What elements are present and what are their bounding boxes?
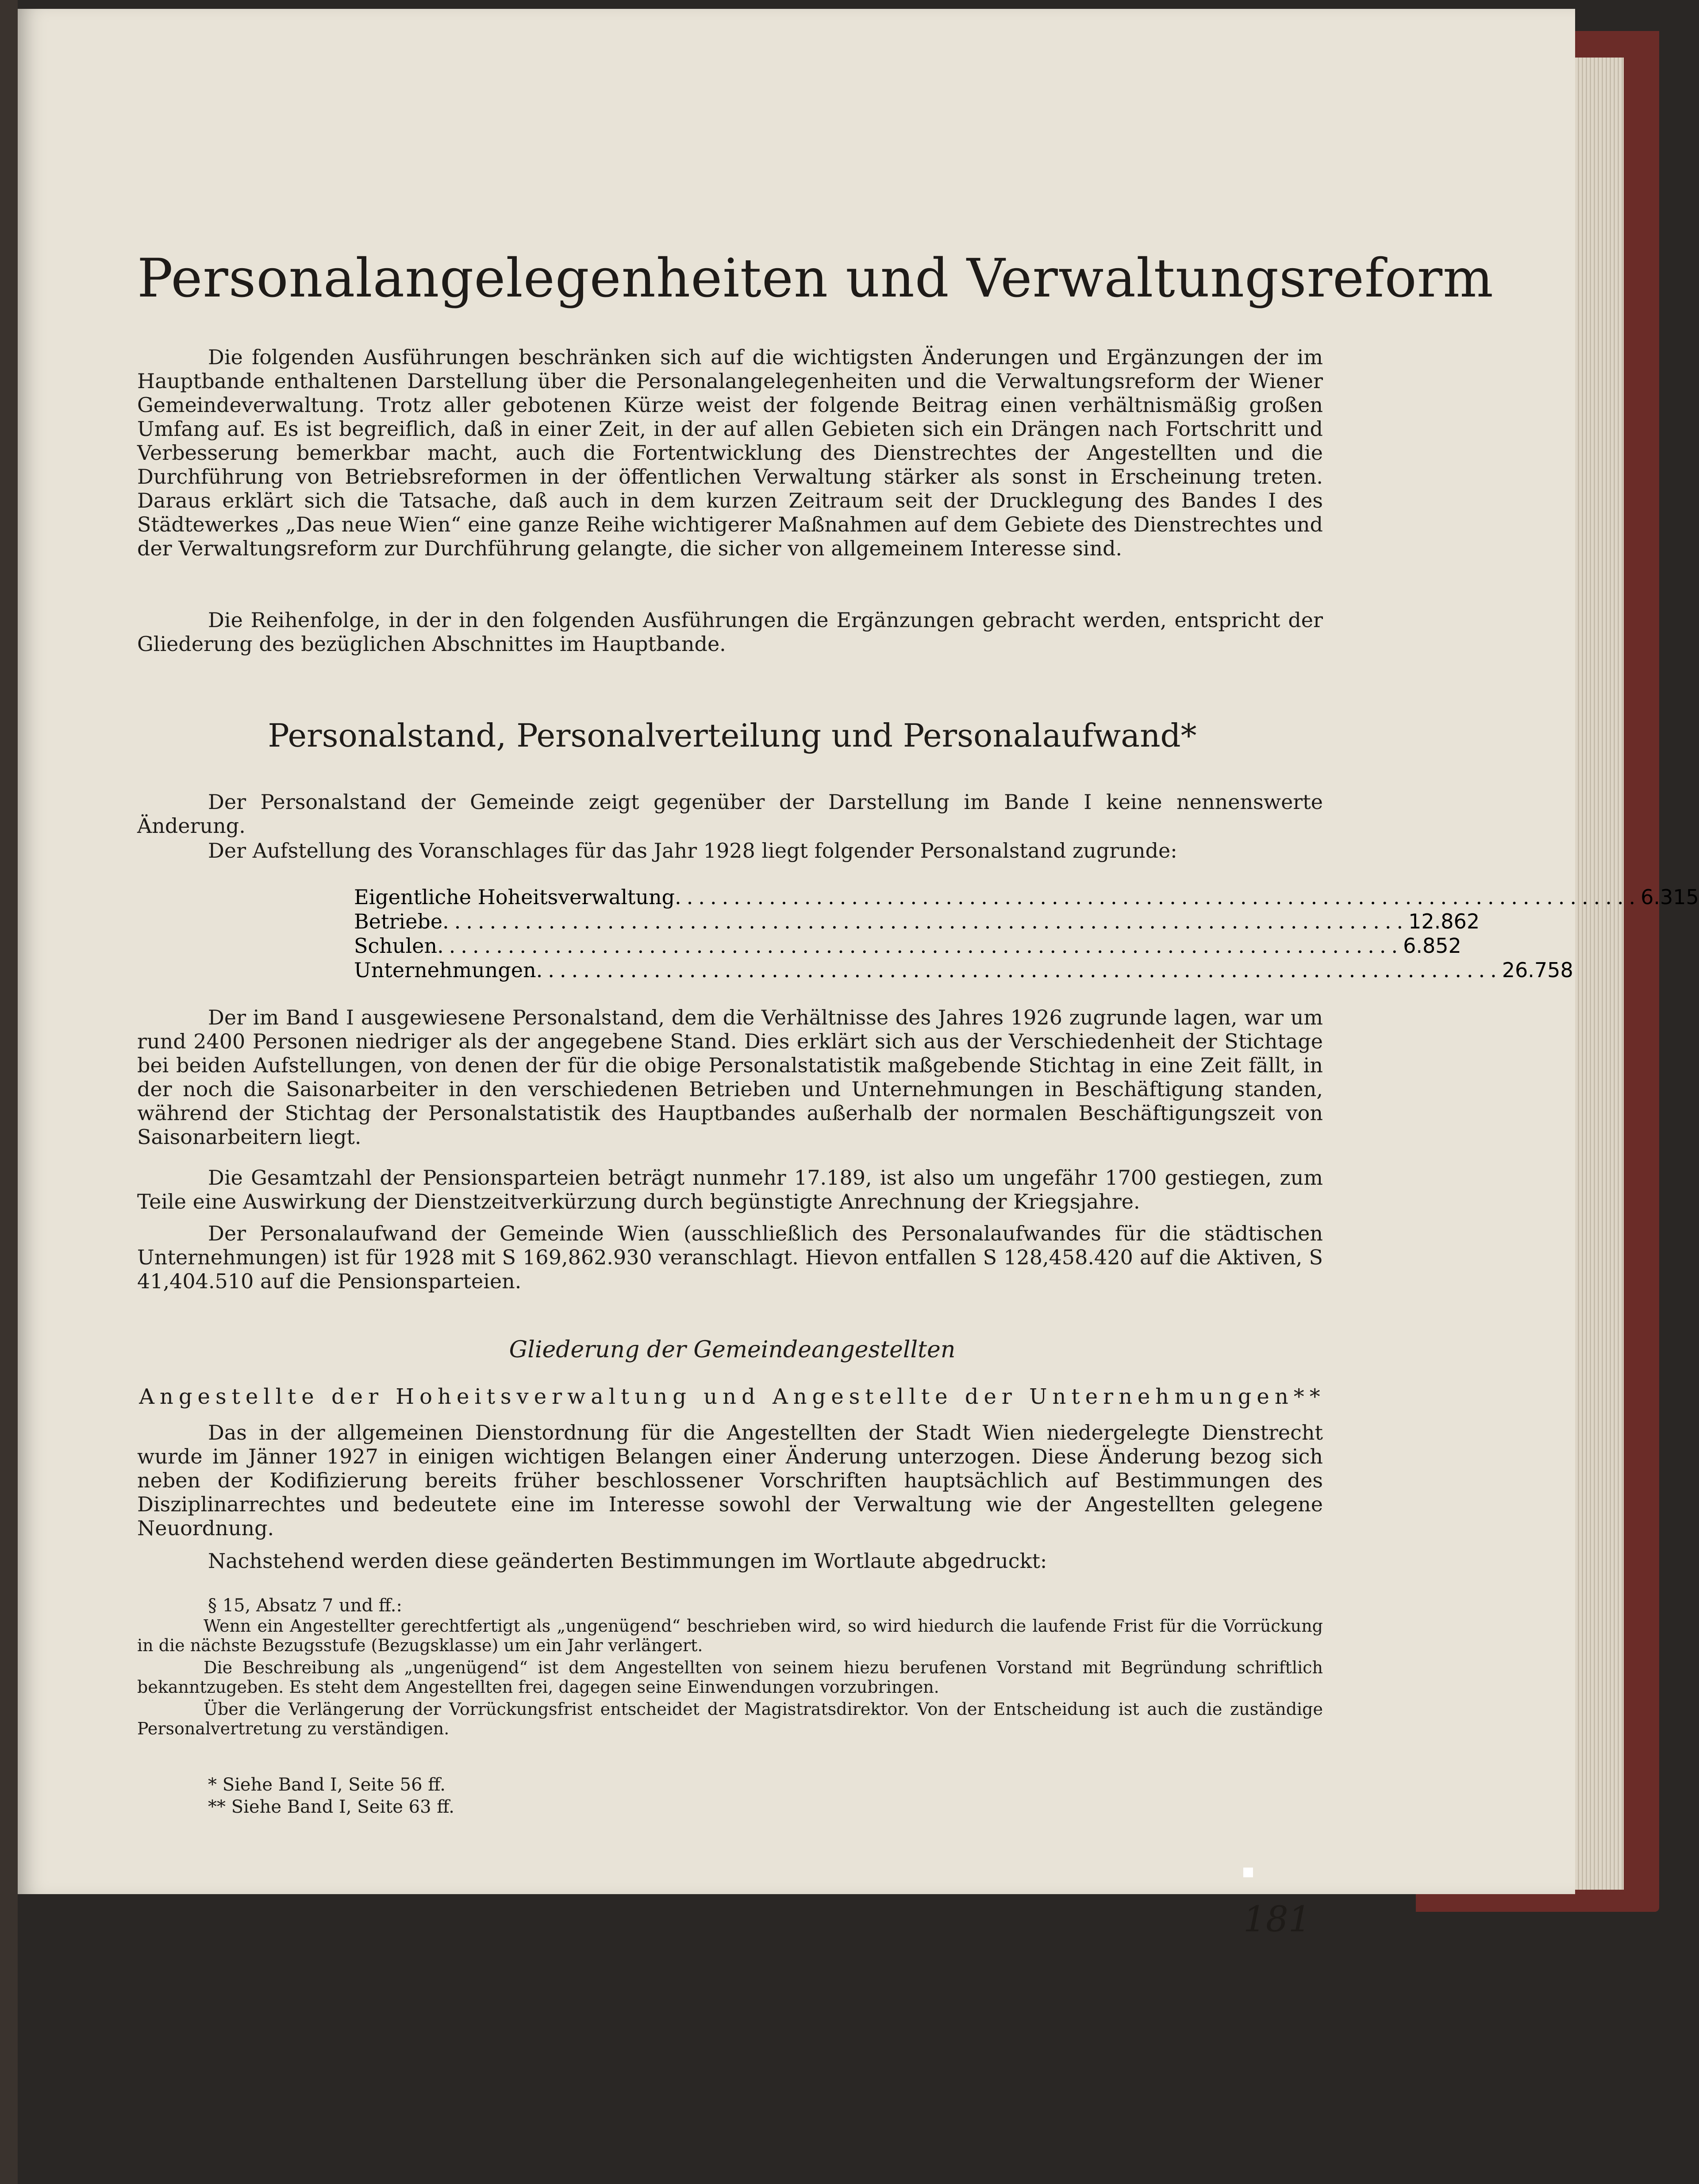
personalstand-paragraph-5: Der Personalaufwand der Gemeinde Wien (ausschließlich des Personalaufwandes für die städtischen Unternehmungen) ist für 1928 mit S 169,862.930 veranschlagt. Hievon entfallen S 128,458.420 auf die Aktiven, S 41,404.510 auf die Pensionsparteien.: [137, 1221, 1323, 1293]
book-binding-left: [0, 0, 18, 2184]
staff-count: 26.758: [1502, 958, 1573, 982]
staff-table: [354, 885, 1699, 982]
table-row: [354, 909, 1480, 934]
personalstand-paragraph-1: Der Personalstand der Gemeinde zeigt gegenüber der Darstellung im Bande I keine nennenswerte Änderung.: [137, 790, 1323, 838]
book-page: [18, 9, 1699, 1940]
staff-category: Unternehmungen: [354, 958, 536, 982]
page-title: Personalangelegenheiten und Verwaltungsreform: [137, 248, 1494, 309]
table-row: [354, 934, 1461, 958]
staff-category: Betriebe: [354, 909, 443, 933]
leader-dots: ..................................................................................: [442, 909, 1409, 933]
staff-category: Schulen: [354, 934, 438, 958]
page-number: 181: [1243, 1899, 1311, 1940]
dienstrecht-paragraph-2: Nachstehend werden diese geänderten Bestimmungen im Wortlaute abgedruckt:: [208, 1549, 1047, 1573]
staff-count: 6.315: [1641, 885, 1699, 909]
spaced-heading-angestellte: Angestellte der Hoheitsverwaltung und Angestellte der Unternehmungen**: [139, 1384, 1326, 1409]
staff-count: 6.852: [1403, 934, 1461, 958]
paragraph-reference: § 15, Absatz 7 und ff.:: [208, 1595, 402, 1616]
page-edges: [1575, 58, 1624, 1890]
footnote-2: ** Siehe Band I, Seite 63 ff.: [208, 1797, 454, 1817]
subheading-gliederung: Gliederung der Gemeindeangestellten: [509, 1337, 956, 1363]
leader-dots: ..................................................................................: [536, 958, 1502, 982]
section-heading-personalstand: Personalstand, Personalverteilung und Personalaufwand*: [268, 717, 1197, 754]
leader-dots: ..................................................................................: [675, 885, 1641, 909]
intro-paragraph-2: Die Reihenfolge, in der in den folgenden Ausführungen die Ergänzungen gebracht werden, entspricht der Gliederung des bezüglichen Abschnittes im Hauptbande.: [137, 608, 1323, 656]
regulation-text-1: Wenn ein Angestellter gerechtfertigt als „ungenügend“ beschrieben wird, so wird hiedurch die laufende Frist für die Vorrückung in die nächste Bezugsstufe (Bezugsklasse) um ein Jahr verlängert.: [137, 1616, 1323, 1655]
regulation-text-3: Über die Verlängerung der Vorrückungsfrist entscheidet der Magistratsdirektor. Von der Entscheidung ist auch die zuständige Personalvertretung zu verständigen.: [137, 1699, 1323, 1738]
staff-category: Eigentliche Hoheitsverwaltung: [354, 885, 675, 909]
staff-count: 12.862: [1408, 909, 1480, 933]
table-row: [354, 958, 1573, 982]
scan-marker: [1243, 1868, 1253, 1877]
leader-dots: ..................................................................................: [437, 934, 1403, 958]
dienstrecht-paragraph-1: Das in der allgemeinen Dienstordnung für die Angestellten der Stadt Wien niedergelegte Dienstrecht wurde im Jänner 1927 in einigen wichtigen Belangen einer Änderung unterzogen. Diese Änderung bezog sich neben der Kodifizierung bereits früher beschlossener Vorschriften hauptsächlich auf Bestimmungen des Disziplinarrechtes und bedeutete eine im Interesse sowohl der Verwaltung wie der Angestellten gelegene Neuordnung.: [137, 1421, 1323, 1540]
intro-paragraph-1: Die folgenden Ausführungen beschränken sich auf die wichtigsten Änderungen und Ergänzungen der im Hauptbande enthaltenen Darstellung über die Personalangelegenheiten und die Verwaltungsreform der Wiener Gemeindeverwaltung. Trotz aller gebotenen Kürze weist der folgende Beitrag einen verhältnismäßig großen Umfang auf. Es ist begreiflich, daß in einer Zeit, in der auf allen Gebieten sich ein Drängen nach Fortschritt und Verbesserung bemerkbar macht, auch die Fortentwicklung des Dienstrechtes der Angestellten und die Durchführung von Betriebsreformen in der öffentlichen Verwaltung stärker als sonst in Erscheinung treten. Daraus erklärt sich die Tatsache, daß auch in dem kurzen Zeitraum seit der Drucklegung des Bandes I des Städtewerkes „Das neue Wien“ eine ganze Reihe wichtigerer Maßnahmen auf dem Gebiete des Dienstrechtes und der Verwaltungsreform zur Durchführung gelangte, die sicher von allgemeinem Interesse sind.: [137, 345, 1323, 560]
table-row: [354, 885, 1699, 909]
personalstand-paragraph-4: Die Gesamtzahl der Pensionsparteien beträgt nunmehr 17.189, ist also um ungefähr 1700 gestiegen, zum Teile eine Auswirkung der Dienstzeitverkürzung durch begünstigte Anrechnung der Kriegsjahre.: [137, 1166, 1323, 1213]
personalstand-paragraph-3: Der im Band I ausgewiesene Personalstand, dem die Verhältnisse des Jahres 1926 zugrunde lagen, war um rund 2400 Personen niedriger als der angegebene Stand. Dies erklärt sich aus der Verschiedenheit der Stichtage bei beiden Aufstellungen, von denen der für die obige Personalstatistik maßgebende Stichtag in eine Zeit fällt, in der noch die Saisonarbeiter in den verschiedenen Betrieben und Unternehmungen in Beschäftigung standen, während der Stichtag der Personalstatistik des Hauptbandes außerhalb der normalen Beschäftigungszeit von Saisonarbeitern liegt.: [137, 1005, 1323, 1149]
footnote-1: * Siehe Band I, Seite 56 ff.: [208, 1775, 446, 1795]
regulation-text-2: Die Beschreibung als „ungenügend“ ist dem Angestellten von seinem hiezu berufenen Vorstand mit Begründung schriftlich bekanntzugeben. Es steht dem Angestellten frei, dagegen seine Einwendungen vorzubringen.: [137, 1658, 1323, 1697]
personalstand-paragraph-2: Der Aufstellung des Voranschlages für das Jahr 1928 liegt folgender Personalstand zugrunde:: [208, 839, 1177, 863]
